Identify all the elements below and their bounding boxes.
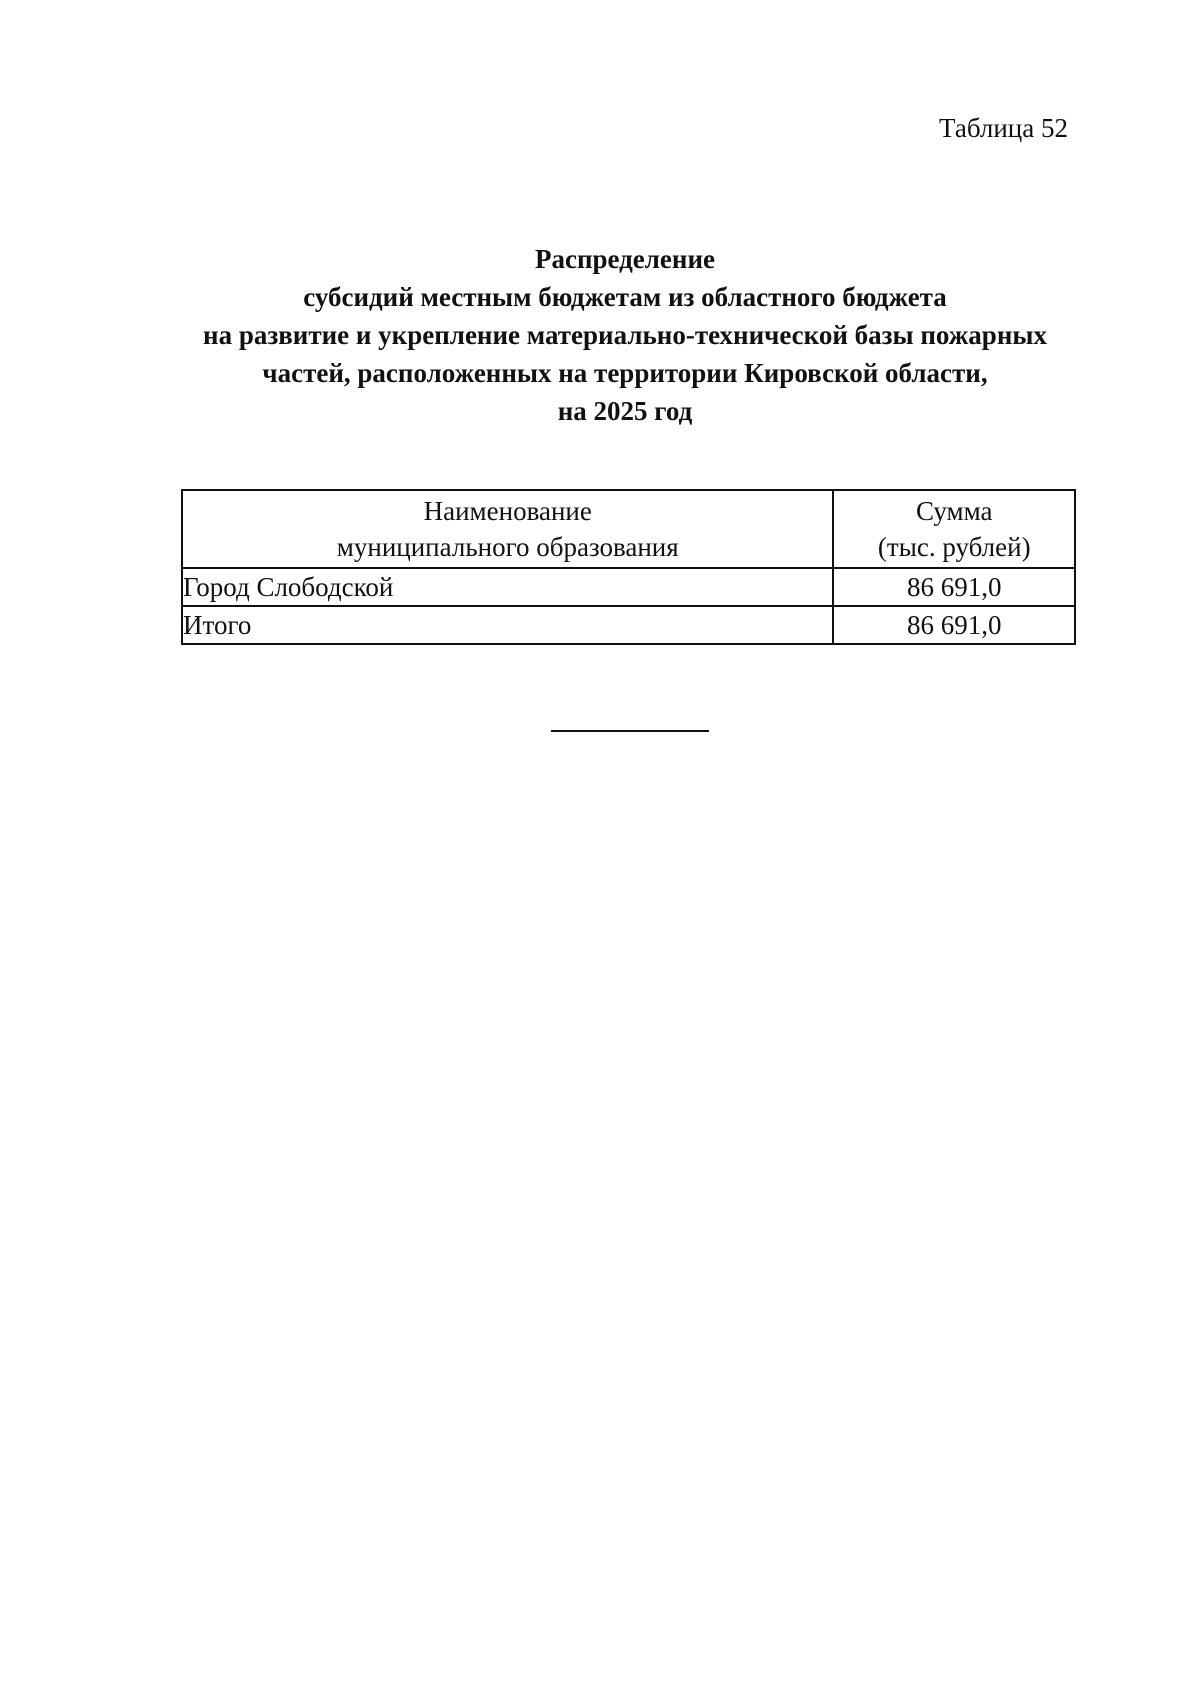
total-label-cell: Итого [182, 606, 833, 644]
table-header-row [182, 490, 1075, 568]
header-amount [833, 490, 1075, 568]
municipality-cell: Город Слободской [182, 568, 833, 606]
table-total-row [182, 606, 1075, 644]
table-row [182, 568, 1075, 606]
total-amount-cell: 86 691,0 [833, 606, 1075, 644]
title-line: на развитие и укрепление материально-технической базы пожарных [203, 320, 1047, 350]
header-municipality-line: муниципального образования [336, 532, 679, 562]
title-line: частей, расположенных на территории Кировской области, [262, 358, 988, 388]
header-municipality-line: Наименование [423, 496, 592, 526]
end-of-document-rule [551, 730, 709, 732]
header-amount-line: (тыс. рублей) [877, 532, 1031, 562]
title-line: субсидий местным бюджетам из областного бюджета [303, 282, 947, 312]
document-title [130, 240, 1120, 430]
subsidy-table [181, 489, 1076, 645]
table-number-label: Таблица 52 [939, 113, 1068, 143]
title-line: Распределение [534, 244, 716, 274]
header-municipality [182, 490, 833, 568]
amount-cell: 86 691,0 [833, 568, 1075, 606]
header-amount-line: Сумма [916, 496, 993, 526]
title-line: на 2025 год [557, 396, 693, 426]
